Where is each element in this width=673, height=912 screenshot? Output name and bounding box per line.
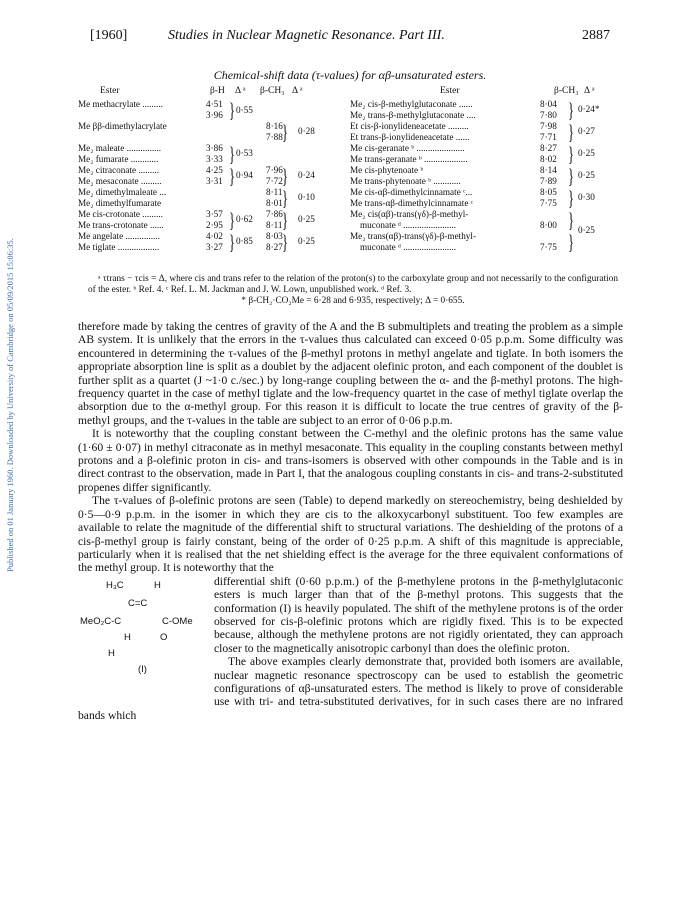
left-header-0: Ester bbox=[100, 86, 120, 96]
right-header-1: β-CH₃ bbox=[554, 86, 579, 96]
delta-h-cell: 0·55 bbox=[236, 105, 253, 115]
page-header bbox=[90, 28, 610, 46]
delta-ch3-cell: 0·25 bbox=[298, 214, 315, 224]
struct-label: (I) bbox=[138, 663, 147, 675]
right-ester-cell: Me trans-phytenoate ᵇ ............ bbox=[350, 176, 461, 186]
body-text bbox=[78, 320, 623, 722]
table-footnotes bbox=[88, 274, 618, 307]
right-delta-cell: 0·25 bbox=[578, 225, 595, 235]
right-ester-cell: Me₂ cis-β-methylglutaconate ...... bbox=[350, 99, 473, 109]
right-ester-cell: Me₂ trans(αβ)-trans(γδ)-β-methyl- bbox=[350, 231, 477, 241]
beta-h-cell: 3·96 bbox=[206, 110, 223, 120]
right-ester-cell: Et cis-β-ionylideneacetate ......... bbox=[350, 121, 469, 131]
struct-o: O bbox=[160, 631, 168, 643]
beta-ch3-cell: 8·16 bbox=[266, 121, 283, 131]
table-caption: Chemical-shift data (τ-values) for αβ-unsaturated esters. bbox=[213, 68, 487, 82]
delta-h-cell: 0·85 bbox=[236, 236, 253, 246]
right-delta-cell: 0·30 bbox=[578, 192, 595, 202]
page-number: 2887 bbox=[582, 28, 610, 43]
pair-brace: } bbox=[229, 142, 236, 166]
pair-brace: } bbox=[568, 230, 575, 254]
struct-h-mid: H bbox=[124, 631, 131, 643]
pair-brace: } bbox=[568, 186, 575, 210]
delta-ch3-cell: 0·10 bbox=[298, 192, 315, 202]
pair-brace: } bbox=[229, 98, 236, 122]
right-delta-cell: 0·25 bbox=[578, 148, 595, 158]
right-ester-cell: Me₂ trans-β-methylglutaconate .... bbox=[350, 110, 476, 120]
right-delta-cell: 0·24* bbox=[578, 104, 600, 114]
beta-h-cell: 2·95 bbox=[206, 220, 223, 230]
pair-brace: } bbox=[229, 230, 236, 254]
right-beta-ch3-cell: 7·75 bbox=[540, 198, 557, 208]
beta-h-cell: 4·51 bbox=[206, 99, 223, 109]
beta-h-cell: 3·31 bbox=[206, 176, 223, 186]
beta-ch3-cell: 7·72 bbox=[266, 176, 283, 186]
header-year: [1960] bbox=[90, 28, 128, 43]
running-title: Studies in Nuclear Magnetic Resonance. Part III. bbox=[168, 28, 445, 43]
pair-brace: } bbox=[229, 164, 236, 188]
download-notice-text: Published on 01 January 1960. Downloaded by University of Cambridge on 05/09/2015 15:06:35. bbox=[5, 238, 15, 572]
left-ester-cell: Me₂ mesaconate ......... bbox=[78, 176, 162, 186]
beta-h-cell: 4·25 bbox=[206, 165, 223, 175]
left-ester-cell: Me₂ fumarate ............ bbox=[78, 154, 159, 164]
right-header-2: Δ ᵃ bbox=[584, 86, 595, 96]
struct-right: C-OMe bbox=[162, 615, 193, 627]
delta-h-cell: 0·94 bbox=[236, 170, 253, 180]
left-header-4: Δ ᵃ bbox=[292, 86, 303, 96]
beta-ch3-cell: 7·88 bbox=[266, 132, 283, 142]
beta-h-cell: 4·02 bbox=[206, 231, 223, 241]
beta-ch3-cell: 7·96 bbox=[266, 165, 283, 175]
right-ester-cell: Me cis-phytenoate ᵇ bbox=[350, 165, 424, 175]
beta-h-cell: 3·27 bbox=[206, 242, 223, 252]
footnote-asterisk: * β-CH₂·CO₂Me = 6·28 and 6·935, respectively; Δ = 0·655. bbox=[241, 296, 465, 306]
pair-brace: } bbox=[568, 208, 575, 232]
right-beta-ch3-cell: 8·00 bbox=[540, 220, 557, 230]
right-beta-ch3-cell: 7·75 bbox=[540, 242, 557, 252]
right-delta-cell: 0·25 bbox=[578, 170, 595, 180]
download-notice bbox=[2, 110, 18, 700]
right-ester-cell: Me₂ cis(αβ)-trans(γδ)-β-methyl- bbox=[350, 209, 469, 219]
struct-h-top: H bbox=[154, 579, 161, 591]
pair-brace: } bbox=[282, 164, 289, 188]
pair-brace: } bbox=[282, 208, 289, 232]
right-beta-ch3-cell: 8·05 bbox=[540, 187, 557, 197]
left-ester-cell: Me cis-crotonate ......... bbox=[78, 209, 163, 219]
right-ester-cell: muconate ᵈ ....................... bbox=[360, 220, 456, 230]
left-ester-cell: Me₂ dimethylmaleate ... bbox=[78, 187, 167, 197]
left-header-2: Δ ᵃ bbox=[235, 86, 246, 96]
pair-brace: } bbox=[282, 230, 289, 254]
left-ester-cell: Me₂ maleate ............... bbox=[78, 143, 162, 153]
beta-ch3-cell: 8·11 bbox=[266, 220, 283, 230]
left-ester-cell: Me₂ dimethylfumarate bbox=[78, 198, 162, 208]
left-header-3: β-CH₃ bbox=[260, 86, 285, 96]
delta-h-cell: 0·53 bbox=[236, 148, 253, 158]
pair-brace: } bbox=[568, 164, 575, 188]
right-ester-cell: Me cis-αβ-dimethylcinnamate ᶜ... bbox=[350, 187, 473, 197]
pair-brace: } bbox=[568, 120, 575, 144]
delta-ch3-cell: 0·28 bbox=[298, 126, 315, 136]
right-beta-ch3-cell: 7·80 bbox=[540, 110, 557, 120]
right-ester-cell: muconate ᵈ ....................... bbox=[360, 242, 456, 252]
right-beta-ch3-cell: 8·27 bbox=[540, 143, 557, 153]
beta-h-cell: 3·33 bbox=[206, 154, 223, 164]
pair-brace: } bbox=[282, 186, 289, 210]
right-header-0: Ester bbox=[440, 86, 460, 96]
paragraph-3a: The τ-values of β-olefinic protons are seen (Table) to depend markedly on stereochemistry, being deshielded by 0·5—0·9 p.p.m. in the isomer in which they are cis to the alkoxycarbonyl substituent. Too few examples are available to relate the magnitude of the differential shift to structural variations. The deshielding of the protons of a cis-β-methyl group is fairly constant, being of the order of 0·25 p.p.m. A shift of this magnitude is appreciable, particularly when it is realised that the net shielding effect is the average for the three equivalent conformations of the methyl group. It is noteworthy that the bbox=[78, 494, 623, 575]
left-ester-cell: Me angelate ............... bbox=[78, 231, 160, 241]
pair-brace: } bbox=[568, 142, 575, 166]
right-beta-ch3-cell: 7·98 bbox=[540, 121, 557, 131]
right-beta-ch3-cell: 8·02 bbox=[540, 154, 557, 164]
right-ester-cell: Et trans-β-ionylideneacetate ...... bbox=[350, 132, 470, 142]
left-ester-cell: Me tiglate .................. bbox=[78, 242, 160, 252]
structure-I bbox=[78, 577, 206, 697]
beta-ch3-cell: 8·03 bbox=[266, 231, 283, 241]
right-ester-cell: Me trans-geranate ᵇ ................... bbox=[350, 154, 468, 164]
beta-h-cell: 3·86 bbox=[206, 143, 223, 153]
right-beta-ch3-cell: 8·04 bbox=[540, 99, 557, 109]
paragraph-3b: differential shift (0·60 p.p.m.) of the β-methylene protons in the β-methylglutaconic esters is much larger than that of the β-methyl protons. This suggests that the conformation (I) is heavily populated. The shift of the methylene protons is of the order observed for cis-β-olefinic protons which are rigidly fixed. This is to be expected because, although the methylene protons are not rigidly orientated, they can approach closer to the magnetically anisotropic carbonyl than does the olefinic proton. bbox=[214, 574, 623, 655]
struct-left: MeO₂C-C bbox=[80, 615, 122, 627]
right-beta-ch3-cell: 7·71 bbox=[540, 132, 557, 142]
beta-ch3-cell: 7·86 bbox=[266, 209, 283, 219]
beta-h-cell: 3·57 bbox=[206, 209, 223, 219]
beta-ch3-cell: 8·27 bbox=[266, 242, 283, 252]
delta-ch3-cell: 0·24 bbox=[298, 170, 315, 180]
chemical-shift-table bbox=[78, 86, 623, 258]
pair-brace: } bbox=[282, 120, 289, 144]
left-header-1: β-H bbox=[210, 86, 225, 96]
paragraph-1: therefore made by taking the centres of gravity of the A and the B submultiplets and treating the problem as a simple AB system. It is unlikely that the errors in the τ-values thus calculated can exceed 0·05 p.p.m. Some difficulty was encountered in determining the τ-values of the β-methyl protons in methyl angelate and tiglate. In both isomers the appropriate absorption line is split as a doublet by the adjacent olefinic proton, and each component of the doublet is further split as a quartet (J ~1·0 c./sec.) by long-range coupling between the α- and the β-methyl protons. The high-frequency quartet in the case of methyl tiglate and the low-frequency quartet in the case of methyl tiglate overlap the absorption due to the α-methyl group. For this reason it is difficult to locate the true centres of gravity of the β-methyl groups, and the τ-values in the table are subject to an error of 0·06 p.p.m. bbox=[78, 320, 623, 427]
pair-brace: } bbox=[229, 208, 236, 232]
right-beta-ch3-cell: 7·89 bbox=[540, 176, 557, 186]
left-ester-cell: Me trans-crotonate ...... bbox=[78, 220, 164, 230]
delta-ch3-cell: 0·25 bbox=[298, 236, 315, 246]
right-ester-cell: Me cis-geranate ᵇ ..................... bbox=[350, 143, 465, 153]
struct-h-bot: H bbox=[108, 647, 115, 659]
beta-ch3-cell: 8·01 bbox=[266, 198, 283, 208]
pair-brace: } bbox=[568, 98, 575, 122]
right-delta-cell: 0·27 bbox=[578, 126, 595, 136]
footnote-main: ᵃ τtrans − τcis = Δ, where cis and trans refer to the relation of the proton(s) to the carboxylate group and not necessarily to the configuration of the ester. ᵇ Ref. 4. ᶜ Ref. L. M. Jackman and J. W. Lown, unpublished work. ᵈ Ref. 3. bbox=[88, 274, 618, 295]
struct-h3c: H₃C bbox=[106, 579, 124, 591]
left-ester-cell: Me₂ citraconate ......... bbox=[78, 165, 160, 175]
paragraph-4: The above examples clearly demonstrate that, provided both isomers are available, nuclear magnetic resonance spectroscopy can be used to establish the geometric configurations of αβ-unsaturated esters. The method is likely to prove of considerable use with tri- and tetra-substituted derivatives, for in such cases there are no infrared bands which bbox=[78, 655, 623, 722]
beta-ch3-cell: 8·11 bbox=[266, 187, 283, 197]
left-ester-cell: Me ββ-dimethylacrylate bbox=[78, 121, 167, 131]
paragraph-2: It is noteworthy that the coupling constant between the C-methyl and the olefinic protons has the same value (1·60 ± 0·07) in methyl citraconate as in methyl mesaconate. This equality in the coupling constants between methyl protons and a β-olefinic proton in cis- and trans-isomers is observed with other compounds in the Table and is in direct contrast to the observation, made in Part I, that the analogous coupling constants in cis- and trans-2-substituted propenes differ significantly. bbox=[78, 427, 623, 494]
delta-h-cell: 0·62 bbox=[236, 214, 253, 224]
right-ester-cell: Me trans-αβ-dimethylcinnamate ᶜ bbox=[350, 198, 474, 208]
left-ester-cell: Me methacrylate ......... bbox=[78, 99, 163, 109]
struct-cc: C=C bbox=[128, 597, 148, 609]
right-beta-ch3-cell: 8·14 bbox=[540, 165, 557, 175]
